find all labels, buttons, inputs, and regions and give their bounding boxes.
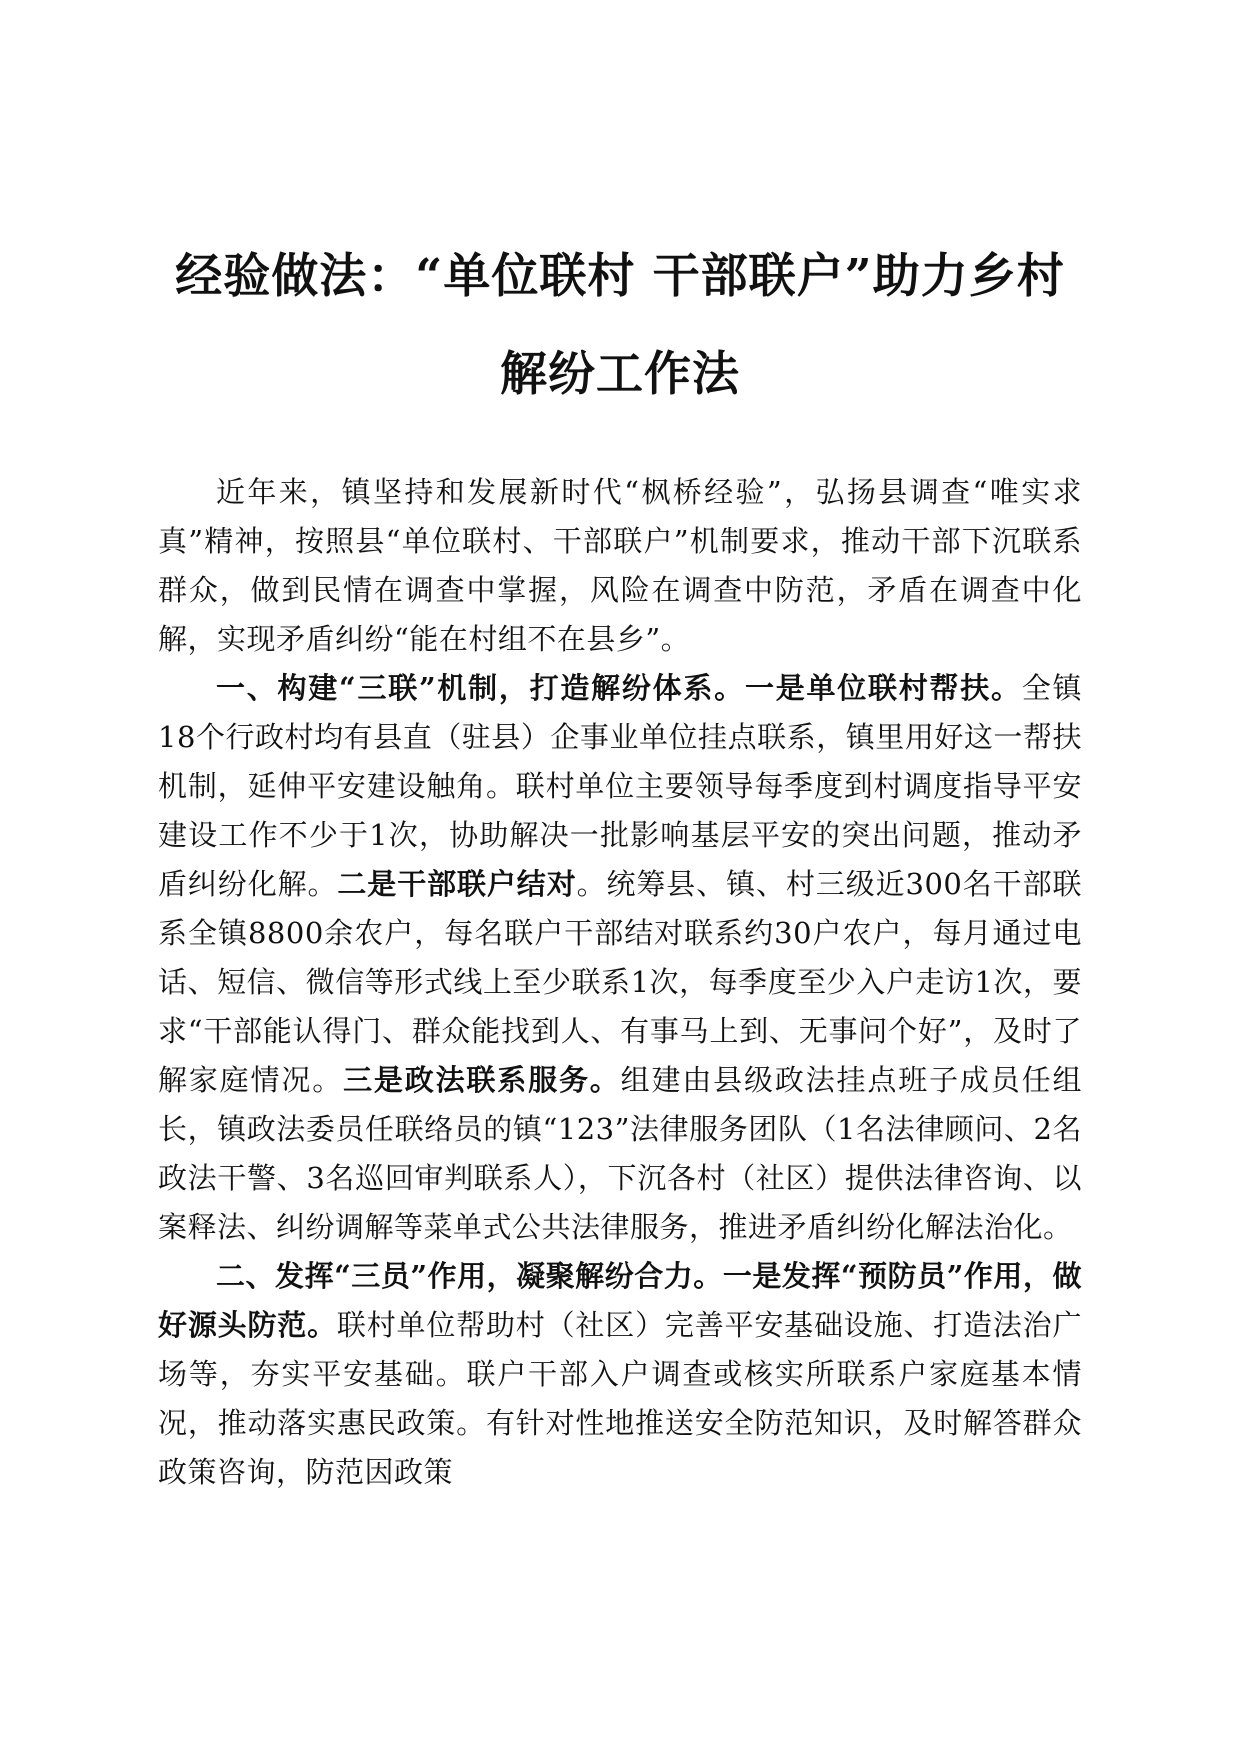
section-1-lead-1: 一是单位联村帮扶。: [744, 671, 1022, 705]
intro-paragraph: 近年来，镇坚持和发展新时代“枫桥经验”，弘扬县调查“唯实求真”精神，按照县“单位联村、干部联户”机制要求，推动干部下沉联系群众，做到民情在调查中掌握，风险在调查中防范，矛盾在调查中化解，实现矛盾纠纷“能在村组不在县乡”。: [158, 475, 1082, 656]
section-2-heading: 二、发挥“三员”作用，凝聚解纷合力。: [216, 1259, 723, 1293]
section-1-heading: 一、构建“三联”机制，打造解纷体系。: [216, 671, 745, 705]
document-title: [140, 228, 1100, 424]
section-1-lead-3: 三是政法联系服务。: [343, 1063, 621, 1097]
title-line-2: 解纷工作法: [500, 347, 740, 402]
section-1-text-1: 全镇18个行政村均有县直（驻县）企事业单位挂点联系，镇里用好这一帮扶机制，延伸平安建设触角。联村单位主要领导每季度到村调度指导平安建设工作不少于1次，协助解决一批影响基层平安的突出问题，推动矛盾纠纷化解。: [158, 671, 1082, 901]
section-2-text-1: 联村单位帮助村（社区）完善平安基础设施、打造法治广场等，夯实平安基础。联户干部入户调查或核实所联系户家庭基本情况，推动落实惠民政策。有针对性地推送安全防范知识，及时解答群众政策咨询，防范因政策: [158, 1308, 1082, 1489]
section-1-lead-2: 二是干部联户结对: [337, 867, 577, 901]
section-1-text-3: 组建由县级政法挂点班子成员任组长，镇政法委员任联络员的镇“123”法律服务团队（1名法律顾问、2名政法干警、3名巡回审判联系人），下沉各村（社区）提供法律咨询、以案释法、纠纷调解等菜单式公共法律服务，推进矛盾纠纷化解法治化。: [158, 1063, 1082, 1244]
section-2-paragraph: [158, 1252, 1082, 1497]
section-1-text-2: 。统筹县、镇、村三级近300名干部联系全镇8800余农户，每名联户干部结对联系约30户农户，每月通过电话、短信、微信等形式线上至少联系1次，每季度至少入户走访1次，要求“干部能认得门、群众能找到人、有事马上到、无事问个好”，及时了解家庭情况。: [158, 867, 1082, 1097]
section-2-lead-1: 一是发挥“预防员”作用，做好源头防范。: [158, 1259, 1082, 1342]
document-body: [158, 468, 1082, 1497]
section-1-paragraph: [158, 664, 1082, 1252]
title-line-1: 经验做法：“单位联村 干部联户”助力乡村: [175, 249, 1065, 304]
